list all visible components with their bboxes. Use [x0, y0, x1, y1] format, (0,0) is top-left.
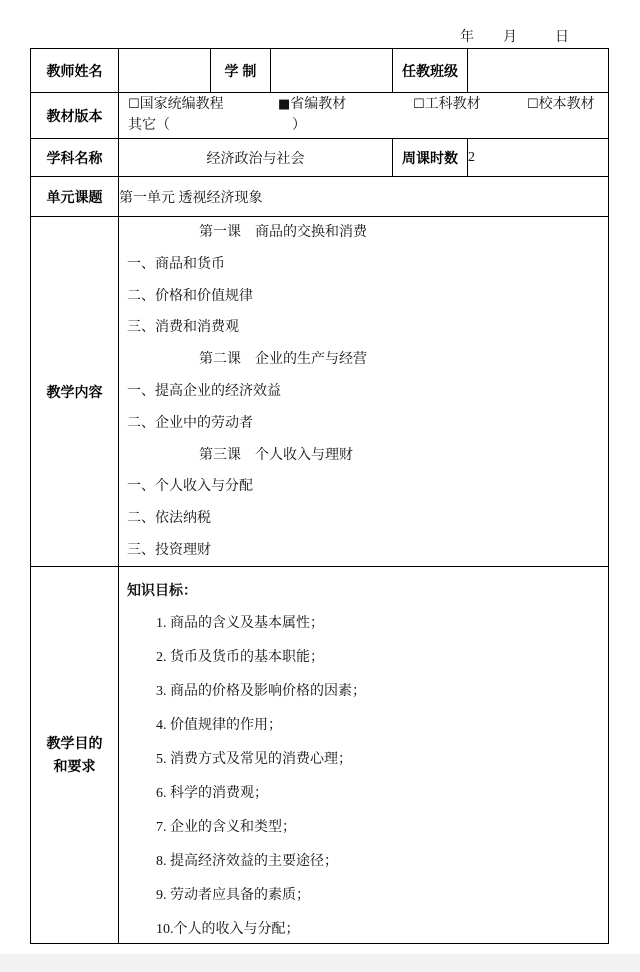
objectives-list: [119, 567, 608, 943]
lesson-title: 第二课 企业的生产与经营: [199, 352, 367, 368]
lesson-title: 第一课 商品的交换和消费: [199, 225, 367, 240]
row-subject: [31, 139, 609, 177]
lesson-item: 二、价格和价值规律: [127, 288, 253, 304]
option-label: 国家统编教程: [139, 96, 224, 112]
date-month-label: 月: [503, 30, 517, 45]
weekly-hours-value: 2: [468, 139, 609, 177]
class-value: [468, 49, 609, 93]
objective-item: 5. 消费方式及常见的消费心理；: [156, 752, 352, 767]
lesson-item: 二、企业中的劳动者: [127, 415, 253, 431]
objectives-label-line1: 教学目的: [46, 735, 103, 751]
teaching-content-label: 教学内容: [31, 217, 119, 567]
lesson-item: 三、投资理财: [127, 542, 211, 558]
row-textbook-edition: [31, 93, 609, 139]
objective-item: 3. 商品的价格及影响价格的因素；: [156, 684, 366, 699]
school-system-label: 学 制: [211, 49, 271, 93]
option-school-textbook: [527, 94, 595, 115]
textbook-edition-options: [119, 93, 609, 139]
objectives-cell: [119, 567, 609, 944]
option-provincial-textbook: [278, 94, 346, 115]
teaching-content-cell: [119, 217, 609, 567]
checkbox-unchecked-icon: ☐: [413, 96, 425, 112]
option-other-open: 其它（: [128, 117, 170, 133]
lesson-item: 一、提高企业的经济效益: [127, 383, 281, 399]
objective-item: 6. 科学的消费观；: [156, 786, 268, 801]
row-objectives: [31, 567, 609, 944]
objective-item: 10.个人的收入与分配；: [156, 922, 300, 937]
lesson-title: 第三课 个人收入与理财: [199, 447, 353, 463]
date-day-label: 日: [555, 30, 569, 45]
teacher-name-label: 教师姓名: [31, 49, 119, 93]
date-year-label: 年: [460, 30, 474, 45]
objective-item: 8. 提高经济效益的主要途径；: [156, 854, 338, 869]
checkbox-checked-icon: ■: [278, 96, 291, 112]
subject-label: 学科名称: [31, 139, 119, 177]
objective-item: 2. 货币及货币的基本职能；: [156, 650, 324, 665]
row-teaching-content: [31, 217, 609, 567]
row-teacher-info: [31, 49, 609, 93]
option-engineering-textbook: [413, 94, 481, 115]
checkbox-unchecked-icon: ☐: [527, 96, 539, 112]
knowledge-heading: 知识目标：: [127, 582, 197, 598]
option-national-textbook: [128, 94, 224, 115]
objectives-label-line2: 和要求: [53, 758, 96, 774]
teaching-content-list: [119, 217, 608, 566]
option-label: 省编教材: [290, 96, 347, 112]
objective-item: 4. 价值规律的作用；: [156, 718, 282, 733]
unit-topic-value: 第一单元 透视经济现象: [119, 177, 609, 217]
textbook-options-wrap: [119, 94, 608, 138]
lesson-item: 三、消费和消费观: [127, 320, 239, 336]
class-label: 任教班级: [393, 49, 468, 93]
lesson-item: 一、商品和货币: [127, 256, 225, 272]
option-other-close: ）: [292, 117, 306, 133]
objective-item: 7. 企业的含义和类型；: [156, 820, 296, 835]
lesson-plan-form: [30, 48, 609, 944]
objectives-label: [31, 567, 119, 944]
objective-item: 1. 商品的含义及基本属性；: [156, 616, 324, 631]
row-unit-topic: [31, 177, 609, 217]
school-system-value: [271, 49, 393, 93]
teacher-name-value: [119, 49, 211, 93]
lesson-item: 二、依法纳税: [127, 511, 211, 527]
lesson-item: 一、个人收入与分配: [127, 479, 253, 495]
page-bottom-strip: [0, 954, 640, 972]
checkbox-unchecked-icon: ☐: [128, 96, 140, 112]
option-label: 校本教材: [538, 96, 595, 112]
weekly-hours-label: 周课时数: [393, 139, 468, 177]
objective-item: 9. 劳动者应具备的素质；: [156, 888, 310, 903]
unit-topic-label: 单元课题: [31, 177, 119, 217]
subject-value: 经济政治与社会: [119, 139, 393, 177]
option-label: 工科教材: [424, 96, 481, 112]
textbook-edition-label: 教材版本: [31, 93, 119, 139]
